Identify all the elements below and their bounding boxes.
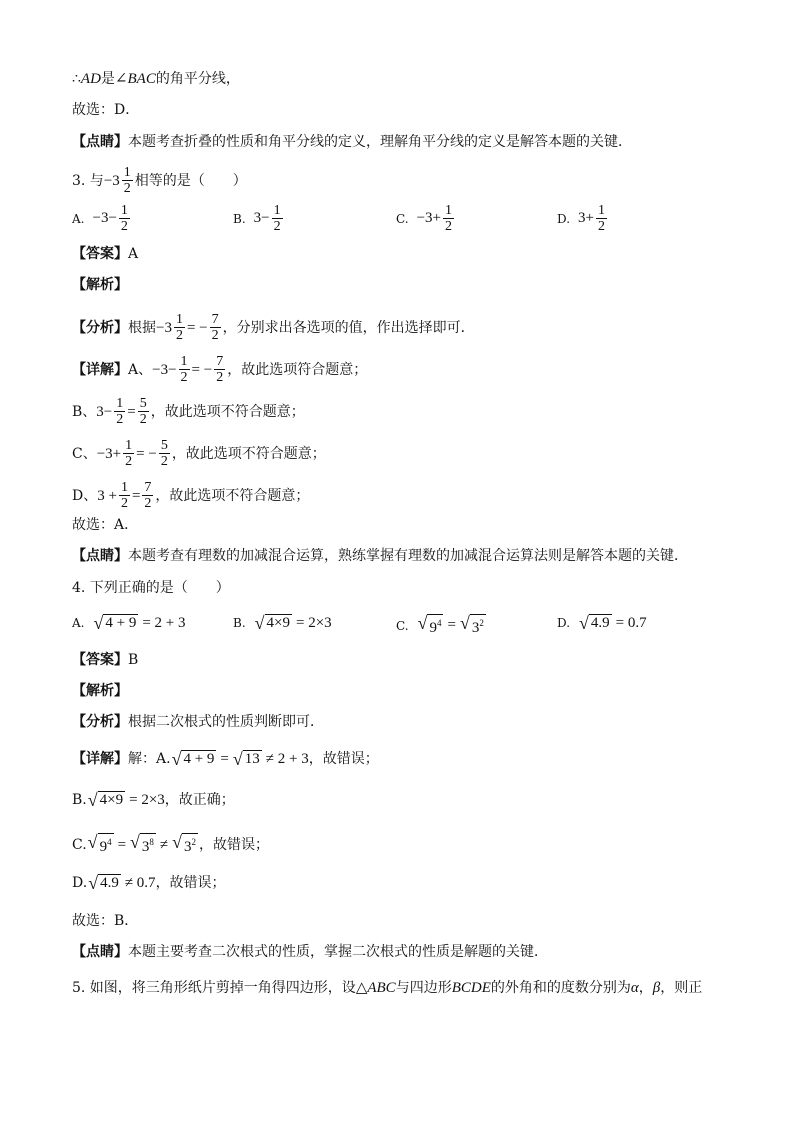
math-var: ABC — [367, 980, 396, 996]
comment-tag: 【点睛】 — [72, 134, 128, 150]
text: ，故此选项符合题意； — [227, 361, 368, 378]
text: ，故错误； — [199, 836, 270, 853]
text: 根据 — [128, 319, 156, 336]
comment-text: 本题考查有理数的加减混合运算，熟练掌握有理数的加减混合运算法则是解答本题的关键． — [128, 548, 688, 564]
denominator: 2 — [123, 181, 131, 196]
numerator: 1 — [180, 354, 188, 369]
fraction — [159, 438, 170, 469]
integer-part: −3 — [103, 172, 120, 189]
angle-symbol: ∠ — [114, 71, 128, 87]
question-3-stem — [72, 165, 247, 196]
answer-value: B — [128, 652, 139, 668]
radicand: 4 + 9 — [105, 615, 137, 631]
math-expr: = 2×3 — [129, 792, 165, 808]
math-expr: = — [447, 617, 456, 633]
option-label: B. — [233, 211, 246, 226]
math-expr: −3− — [92, 210, 117, 226]
question-text: 5. 如图，将三角形纸片剪掉一角得四边形，设 — [72, 980, 356, 996]
denominator: 2 — [273, 219, 281, 234]
question-4-stem: 4. 下列正确的是（ ） — [72, 580, 230, 596]
numerator: 7 — [216, 354, 224, 369]
detail-tag: 【详解】 — [72, 361, 128, 378]
radicand: 4.9 — [590, 615, 610, 631]
denominator: 2 — [445, 219, 452, 234]
q3-detail-d — [72, 480, 309, 511]
math-expr: ≠ 2 + 3 — [265, 751, 309, 767]
q3-analysis-tag: 【解析】 — [72, 277, 128, 293]
q3-detail-b — [72, 396, 305, 427]
sqrt: √ 4.9 — [579, 613, 610, 633]
math-expr: = 2×3 — [296, 614, 332, 631]
radicand: 9 — [99, 839, 108, 855]
answer-tag: 【答案】 — [72, 246, 128, 262]
math-expr: = − — [186, 319, 208, 336]
q4-detail-c — [72, 833, 269, 856]
math-expr: ≠ 0.7 — [124, 875, 156, 891]
exponent: 2 — [191, 837, 197, 847]
math-expr: = − — [191, 361, 213, 378]
denominator: 2 — [180, 370, 188, 385]
question-text: 的外角和的度数分别为 — [490, 980, 631, 996]
q3-analysis-line — [72, 312, 475, 343]
text: D、 — [72, 487, 98, 504]
numerator: 1 — [597, 203, 605, 218]
text: B、 — [72, 403, 97, 420]
denominator: 2 — [175, 328, 183, 343]
radicand: 3 — [184, 839, 192, 855]
math-expr: = — [117, 836, 127, 853]
option-label: D. — [557, 211, 571, 226]
q4-analysis-tag: 【解析】 — [72, 683, 128, 699]
numerator: 1 — [120, 203, 128, 218]
numerator: 1 — [125, 438, 133, 453]
triangle-symbol: △ — [355, 980, 368, 996]
q4-detail-a — [72, 750, 379, 768]
math-var: α — [630, 980, 639, 996]
denominator: 2 — [120, 219, 128, 234]
denominator: 2 — [597, 219, 605, 234]
radicand: 4 + 9 — [183, 751, 215, 767]
radicand: 3 — [471, 620, 480, 636]
sqrt: √ 4×9 — [87, 790, 124, 810]
option-label: D. — [557, 616, 571, 630]
option-label: C. — [396, 618, 409, 633]
q4-answer — [72, 651, 138, 669]
math-var: β — [652, 980, 661, 996]
question-text: 相等的是（ ） — [134, 172, 247, 189]
analysis-text: 根据二次根式的性质判断即可． — [128, 714, 324, 730]
radicand: 9 — [429, 620, 437, 636]
q4-selection: 故选：B． — [72, 913, 139, 929]
math-expr: −3 — [156, 319, 172, 336]
answer-tag: 【答案】 — [72, 652, 128, 668]
sqrt: √ $3^2$ — [459, 613, 484, 636]
question-number: 3. 与 — [72, 172, 104, 189]
math-expr: 3+ — [578, 210, 594, 226]
radicand: 4.9 — [100, 875, 119, 891]
answer-selection: 故选：D． — [72, 102, 140, 118]
q3-option-b — [233, 203, 285, 234]
math-expr: −3+ — [416, 210, 441, 226]
text: C、 — [72, 445, 97, 462]
sqrt: √ 4.9 — [88, 873, 119, 893]
fraction — [138, 396, 149, 427]
q4-option-b — [233, 614, 332, 632]
fraction — [114, 396, 125, 427]
denominator: 2 — [125, 454, 133, 469]
comment-text: 本题主要考查二次根式的性质，掌握二次根式的性质是解题的关键． — [128, 944, 548, 960]
sqrt: √ $9^4$ — [417, 613, 442, 636]
text: ，故错误； — [155, 875, 226, 891]
text: 是 — [100, 71, 115, 87]
math-expr: 3 + — [97, 487, 117, 504]
q3-option-c — [396, 203, 456, 234]
denominator: 2 — [120, 496, 128, 511]
sqrt: √ 4 + 9 — [93, 613, 137, 633]
exponent: 8 — [149, 837, 154, 847]
numerator: 7 — [144, 480, 152, 495]
numerator: 1 — [445, 203, 452, 218]
math-expr: 3− — [253, 210, 270, 226]
fraction — [214, 354, 225, 385]
q3-detail-c — [72, 438, 326, 469]
denominator: 2 — [216, 370, 224, 385]
numerator: 5 — [139, 396, 147, 411]
numerator: 1 — [123, 165, 131, 180]
text: 的角平分线， — [155, 71, 240, 87]
text: B. — [72, 792, 87, 808]
comment-tag: 【点睛】 — [72, 548, 128, 564]
comment-text: 本题考查折叠的性质和角平分线的定义，理解角平分线的定义是解答本题的关键． — [128, 134, 632, 150]
question-text: 与四边形 — [395, 980, 452, 996]
math-var: AD — [80, 71, 101, 87]
comment-line — [72, 133, 632, 151]
radicand: 3 — [141, 839, 150, 855]
analysis-tag: 【分析】 — [72, 714, 128, 730]
q3-comment — [72, 547, 688, 565]
math-expr: 3− — [96, 403, 113, 420]
math-expr: = — [131, 487, 141, 504]
fraction — [119, 203, 130, 234]
math-expr: = − — [136, 445, 157, 462]
numerator: 7 — [211, 312, 219, 327]
radicand: 13 — [244, 751, 260, 767]
fraction — [119, 480, 130, 511]
text: ，分别求出各选项的值，作出选择即可． — [222, 319, 475, 336]
fraction — [272, 203, 283, 234]
q4-detail-d — [72, 874, 226, 892]
text: D. — [72, 875, 88, 891]
text: 解：A. — [128, 751, 171, 767]
detail-tag: 【详解】 — [72, 751, 128, 767]
math-var: BAC — [127, 71, 156, 87]
sqrt: √ $9^4$ — [87, 832, 112, 855]
q4-detail-b — [72, 791, 235, 809]
denominator: 2 — [116, 412, 124, 427]
sqrt: √ 4×9 — [254, 613, 290, 633]
fraction — [596, 203, 607, 234]
math-expr: = 0.7 — [615, 614, 647, 631]
q3-option-d — [557, 203, 609, 234]
text: C. — [72, 836, 87, 853]
numerator: 1 — [175, 312, 183, 327]
fraction — [174, 312, 185, 343]
denominator: 2 — [211, 328, 219, 343]
text: ，故此选项不符合题意； — [155, 487, 310, 504]
math-expr: = 2 + 3 — [142, 614, 186, 631]
radicand: 4×9 — [266, 615, 290, 631]
fraction — [122, 165, 133, 196]
q4-option-a — [72, 614, 186, 632]
q3-selection: 故选：A． — [72, 517, 139, 533]
exponent: 4 — [436, 618, 442, 628]
text: ，故此选项不符合题意； — [171, 445, 326, 462]
option-label: A. — [72, 616, 85, 630]
option-label: B. — [233, 616, 246, 630]
conclusion-line — [72, 70, 240, 88]
fraction — [443, 203, 454, 234]
sqrt: √ 13 — [232, 749, 260, 769]
answer-value: A — [128, 246, 139, 262]
math-var: BCDE — [451, 980, 491, 996]
q4-comment — [72, 943, 548, 961]
numerator: 5 — [160, 438, 168, 453]
fraction — [210, 312, 221, 343]
exponent: 4 — [107, 837, 112, 847]
denominator: 2 — [160, 454, 168, 469]
numerator: 1 — [120, 480, 128, 495]
math-expr: −3+ — [96, 445, 122, 462]
numerator: 1 — [116, 396, 124, 411]
sqrt: √ 4 + 9 — [171, 749, 215, 769]
numerator: 1 — [273, 203, 281, 218]
q4-analysis-line — [72, 713, 324, 731]
fraction — [179, 354, 190, 385]
math-expr: ≠ — [159, 836, 169, 853]
q3-option-a — [72, 203, 132, 234]
option-label: C. — [396, 211, 409, 226]
q3-detail-a — [72, 354, 367, 385]
punctuation: ， — [638, 980, 653, 996]
denominator: 2 — [144, 496, 152, 511]
analysis-tag: 【分析】 — [72, 319, 128, 336]
exponent: 2 — [479, 618, 484, 628]
comment-tag: 【点睛】 — [72, 944, 128, 960]
denominator: 2 — [139, 412, 147, 427]
sqrt: √ $3^8$ — [130, 832, 154, 855]
text: ，故此选项不符合题意； — [150, 403, 305, 420]
q4-option-c — [396, 614, 487, 637]
q4-option-d — [557, 614, 647, 632]
math-expr: = — [127, 403, 136, 420]
text: A、 — [128, 361, 153, 378]
fraction — [142, 480, 153, 511]
q3-answer — [72, 245, 138, 263]
sqrt: √ $3^2$ — [172, 832, 197, 855]
fraction — [123, 438, 134, 469]
text: ，故正确； — [164, 792, 235, 808]
math-expr: −3− — [152, 361, 177, 378]
option-label: A. — [72, 211, 85, 226]
question-text: ，则正 — [660, 980, 703, 996]
math-expr: = — [220, 751, 229, 767]
therefore-symbol: ∴ — [72, 71, 81, 87]
text: ，故错误； — [308, 751, 379, 767]
question-5-stem — [72, 979, 702, 997]
radicand: 4×9 — [99, 792, 124, 808]
mixed-number — [104, 165, 135, 196]
